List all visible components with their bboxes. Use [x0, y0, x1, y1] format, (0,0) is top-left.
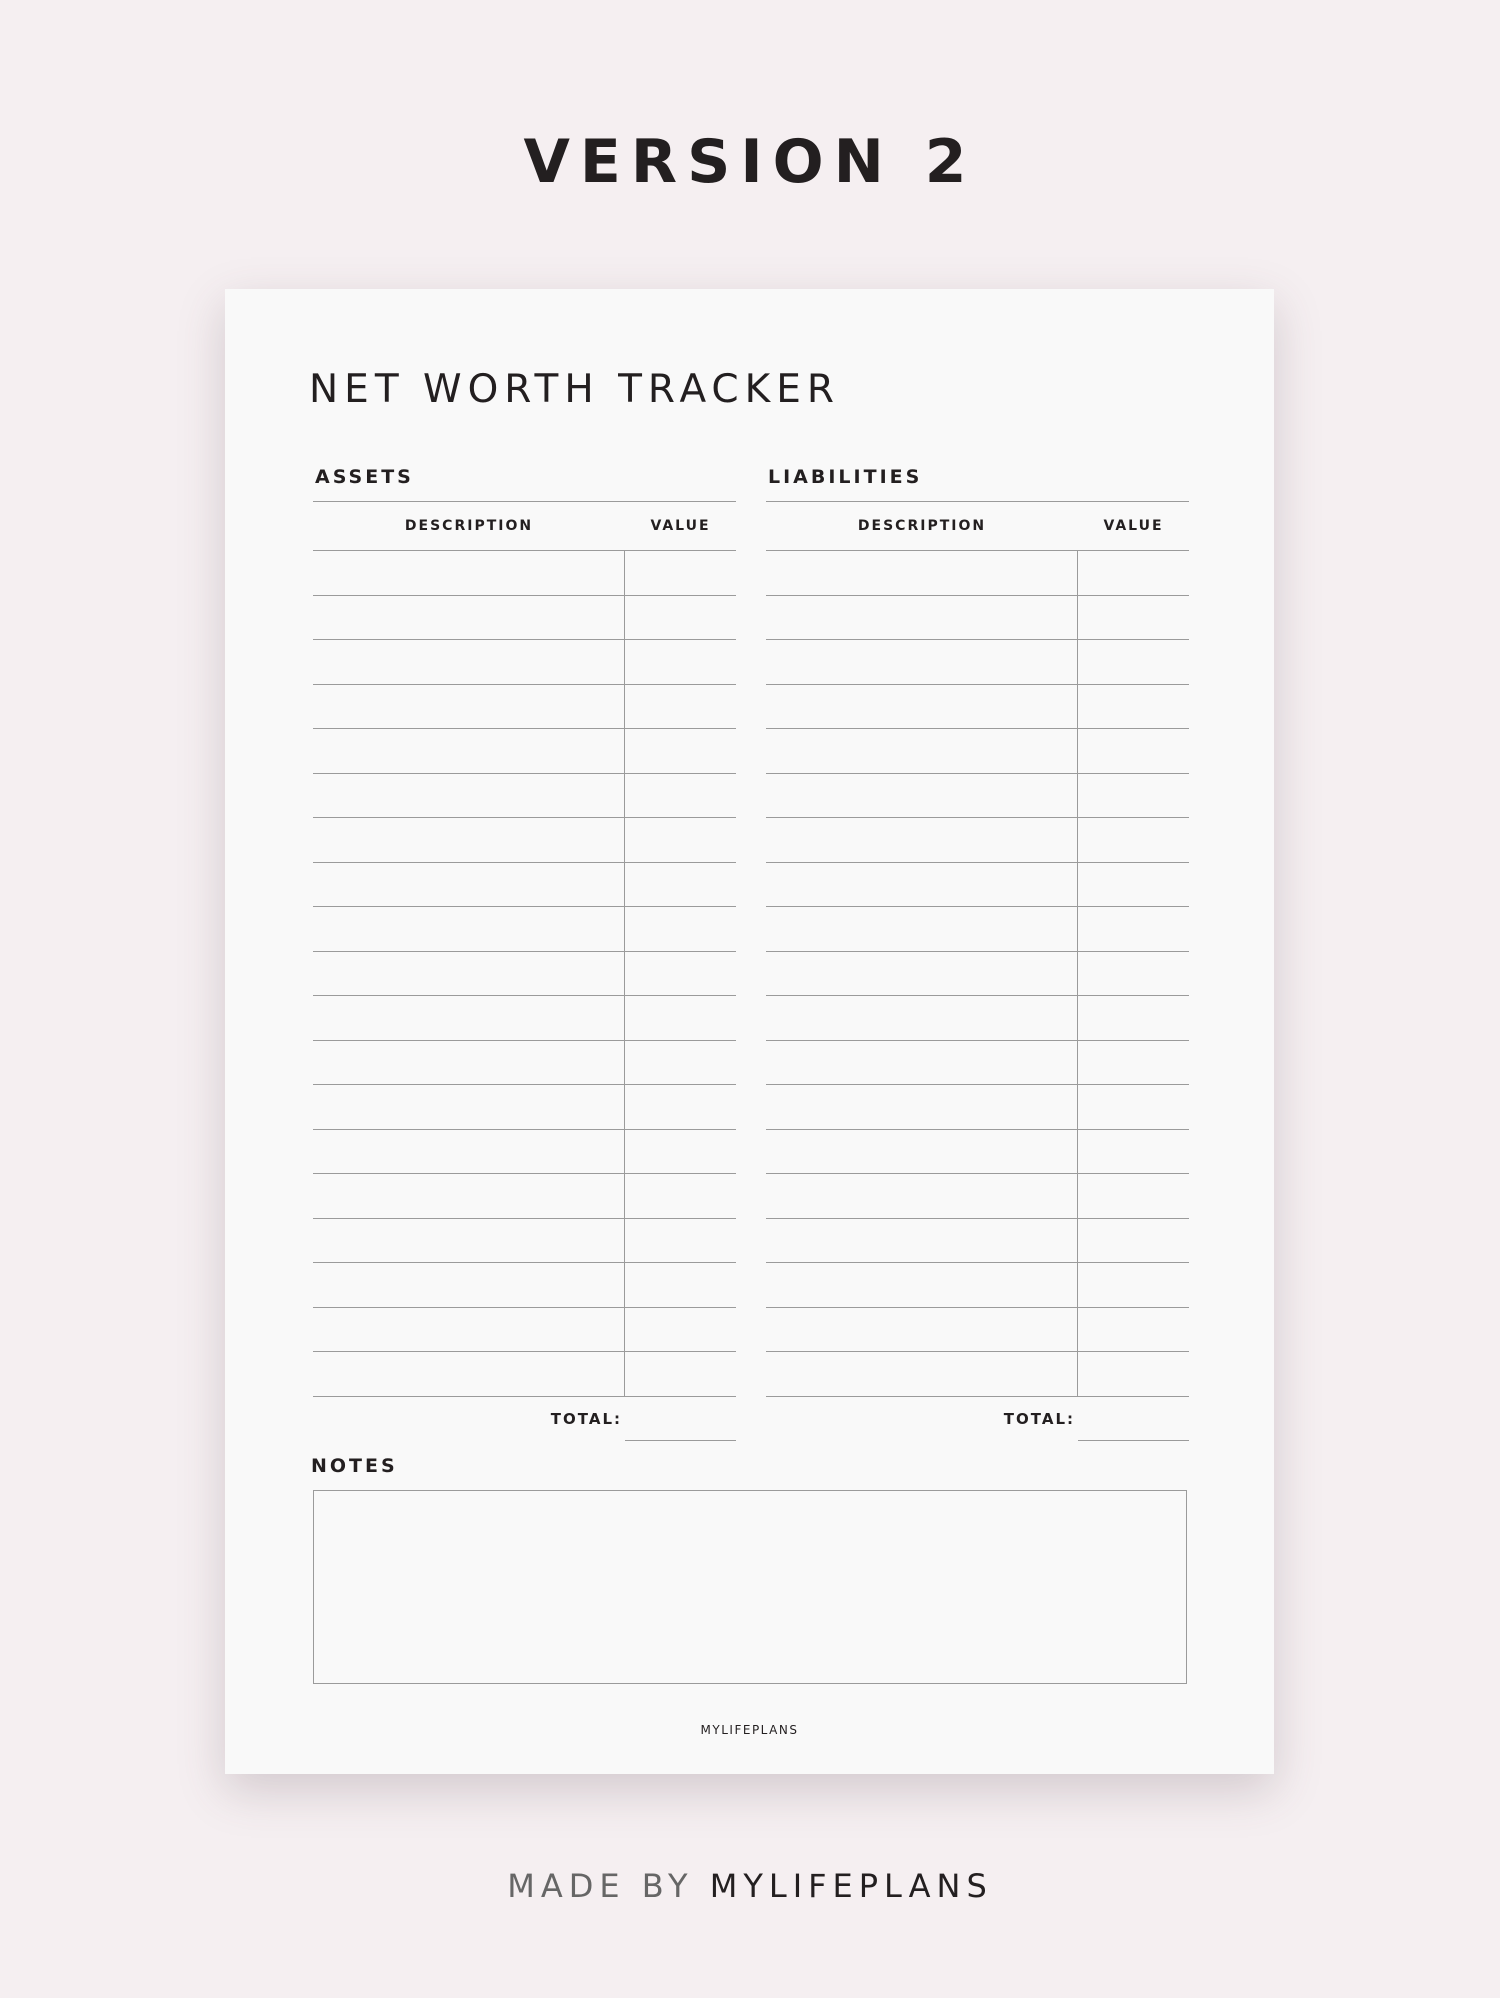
liabilities-value-cell[interactable] — [1078, 551, 1189, 595]
table-row — [766, 996, 1189, 1041]
liabilities-description-cell[interactable] — [766, 907, 1078, 951]
table-row — [766, 729, 1189, 774]
liabilities-description-cell[interactable] — [766, 1308, 1078, 1352]
made-by-brand: MYLIFEPLANS — [709, 1867, 993, 1905]
assets-description-cell[interactable] — [313, 1352, 625, 1396]
table-row — [766, 551, 1189, 596]
assets-description-cell[interactable] — [313, 1174, 625, 1218]
liabilities-value-cell[interactable] — [1078, 729, 1189, 773]
assets-value-cell[interactable] — [625, 1263, 736, 1307]
liabilities-section — [766, 465, 1189, 1441]
assets-value-cell[interactable] — [625, 952, 736, 996]
assets-table-header — [313, 502, 736, 551]
assets-description-cell[interactable] — [313, 1219, 625, 1263]
liabilities-total-label: TOTAL: — [1003, 1409, 1075, 1428]
assets-value-cell[interactable] — [625, 1085, 736, 1129]
table-row — [766, 1174, 1189, 1219]
assets-value-cell[interactable] — [625, 863, 736, 907]
sheet-footer-brand: MYLIFEPLANS — [700, 1723, 799, 1737]
liabilities-value-cell[interactable] — [1078, 774, 1189, 818]
table-row — [766, 1130, 1189, 1175]
table-row — [766, 1085, 1189, 1130]
sheet-title: NET WORTH TRACKER — [309, 367, 840, 412]
liabilities-description-cell[interactable] — [766, 729, 1078, 773]
table-row — [313, 1308, 736, 1353]
table-row — [766, 1041, 1189, 1086]
assets-value-cell[interactable] — [625, 774, 736, 818]
assets-value-cell[interactable] — [625, 640, 736, 684]
table-row — [766, 952, 1189, 997]
liabilities-description-cell[interactable] — [766, 996, 1078, 1040]
liabilities-description-cell[interactable] — [766, 1085, 1078, 1129]
table-row — [313, 596, 736, 641]
table-row — [766, 1263, 1189, 1308]
liabilities-description-cell[interactable] — [766, 1219, 1078, 1263]
table-row — [313, 685, 736, 730]
table-row — [313, 907, 736, 952]
liabilities-description-cell[interactable] — [766, 1041, 1078, 1085]
liabilities-total-row — [766, 1397, 1189, 1441]
table-row — [766, 596, 1189, 641]
table-row — [313, 1130, 736, 1175]
liabilities-value-cell[interactable] — [1078, 1041, 1189, 1085]
table-row — [313, 774, 736, 819]
assets-description-cell[interactable] — [313, 907, 625, 951]
table-row — [313, 1041, 736, 1086]
assets-total-field[interactable] — [625, 1397, 736, 1441]
liabilities-description-cell[interactable] — [766, 952, 1078, 996]
assets-description-cell[interactable] — [313, 685, 625, 729]
liabilities-value-cell[interactable] — [1078, 1085, 1189, 1129]
assets-value-cell[interactable] — [625, 685, 736, 729]
liabilities-value-cell[interactable] — [1078, 863, 1189, 907]
assets-value-cell[interactable] — [625, 1352, 736, 1396]
liabilities-description-cell[interactable] — [766, 1130, 1078, 1174]
liabilities-description-cell[interactable] — [766, 1174, 1078, 1218]
assets-value-cell[interactable] — [625, 996, 736, 1040]
assets-value-cell[interactable] — [625, 1308, 736, 1352]
table-row — [313, 551, 736, 596]
liabilities-description-header: DESCRIPTION — [857, 518, 987, 534]
table-row — [766, 1308, 1189, 1353]
table-row — [313, 818, 736, 863]
assets-value-header: VALUE — [650, 518, 711, 534]
liabilities-table — [766, 501, 1189, 1441]
liabilities-total-field[interactable] — [1078, 1397, 1189, 1441]
liabilities-value-cell[interactable] — [1078, 1263, 1189, 1307]
assets-table — [313, 501, 736, 1441]
assets-description-cell[interactable] — [313, 863, 625, 907]
table-row — [313, 1263, 736, 1308]
version-title: VERSION 2 — [523, 127, 977, 197]
table-row — [766, 818, 1189, 863]
assets-description-cell[interactable] — [313, 818, 625, 862]
assets-value-cell[interactable] — [625, 818, 736, 862]
assets-rows — [313, 551, 736, 1397]
assets-total-label: TOTAL: — [550, 1409, 622, 1428]
liabilities-value-cell[interactable] — [1078, 1130, 1189, 1174]
liabilities-value-cell[interactable] — [1078, 685, 1189, 729]
made-by-credit — [0, 1866, 1500, 1906]
planner-sheet — [225, 289, 1274, 1774]
table-row — [766, 1352, 1189, 1397]
liabilities-description-cell[interactable] — [766, 685, 1078, 729]
assets-description-cell[interactable] — [313, 996, 625, 1040]
assets-description-cell[interactable] — [313, 1085, 625, 1129]
assets-description-cell[interactable] — [313, 596, 625, 640]
assets-section — [313, 465, 736, 1441]
table-row — [766, 1219, 1189, 1264]
liabilities-value-cell[interactable] — [1078, 1174, 1189, 1218]
assets-description-cell[interactable] — [313, 774, 625, 818]
table-row — [313, 863, 736, 908]
assets-value-cell[interactable] — [625, 596, 736, 640]
assets-description-header: DESCRIPTION — [404, 518, 534, 534]
liabilities-description-cell[interactable] — [766, 774, 1078, 818]
assets-value-cell[interactable] — [625, 1041, 736, 1085]
assets-description-cell[interactable] — [313, 1041, 625, 1085]
assets-description-cell[interactable] — [313, 1308, 625, 1352]
made-by-label: MADE BY — [507, 1867, 694, 1905]
assets-description-cell[interactable] — [313, 640, 625, 684]
table-row — [313, 1219, 736, 1264]
assets-description-cell[interactable] — [313, 551, 625, 595]
table-row — [313, 996, 736, 1041]
table-row — [313, 952, 736, 997]
assets-label: ASSETS — [315, 466, 414, 488]
liabilities-description-cell[interactable] — [766, 640, 1078, 684]
liabilities-value-cell[interactable] — [1078, 952, 1189, 996]
liabilities-value-cell[interactable] — [1078, 1308, 1189, 1352]
assets-description-cell[interactable] — [313, 952, 625, 996]
assets-description-cell[interactable] — [313, 1130, 625, 1174]
liabilities-description-cell[interactable] — [766, 1263, 1078, 1307]
assets-description-cell[interactable] — [313, 1263, 625, 1307]
assets-value-cell[interactable] — [625, 551, 736, 595]
liabilities-description-cell[interactable] — [766, 818, 1078, 862]
liabilities-value-cell[interactable] — [1078, 818, 1189, 862]
table-row — [313, 1085, 736, 1130]
notes-label: NOTES — [311, 1455, 398, 1477]
liabilities-value-header: VALUE — [1103, 518, 1164, 534]
assets-value-cell[interactable] — [625, 907, 736, 951]
table-row — [766, 774, 1189, 819]
assets-value-cell[interactable] — [625, 1130, 736, 1174]
notes-box[interactable] — [313, 1490, 1187, 1684]
liabilities-value-cell[interactable] — [1078, 996, 1189, 1040]
liabilities-description-cell[interactable] — [766, 596, 1078, 640]
liabilities-table-header — [766, 502, 1189, 551]
liabilities-description-cell[interactable] — [766, 863, 1078, 907]
liabilities-value-cell[interactable] — [1078, 907, 1189, 951]
table-row — [313, 640, 736, 685]
table-row — [766, 863, 1189, 908]
table-row — [313, 1352, 736, 1397]
assets-value-cell[interactable] — [625, 1174, 736, 1218]
liabilities-label: LIABILITIES — [768, 466, 923, 488]
assets-value-cell[interactable] — [625, 729, 736, 773]
liabilities-description-cell[interactable] — [766, 1352, 1078, 1396]
liabilities-value-cell[interactable] — [1078, 1219, 1189, 1263]
liabilities-value-cell[interactable] — [1078, 1352, 1189, 1396]
table-row — [766, 907, 1189, 952]
liabilities-rows — [766, 551, 1189, 1397]
table-row — [313, 729, 736, 774]
liabilities-value-cell[interactable] — [1078, 640, 1189, 684]
table-row — [766, 640, 1189, 685]
liabilities-description-cell[interactable] — [766, 551, 1078, 595]
table-row — [313, 1174, 736, 1219]
table-row — [766, 685, 1189, 730]
liabilities-value-cell[interactable] — [1078, 596, 1189, 640]
assets-total-row — [313, 1397, 736, 1441]
assets-description-cell[interactable] — [313, 729, 625, 773]
assets-value-cell[interactable] — [625, 1219, 736, 1263]
